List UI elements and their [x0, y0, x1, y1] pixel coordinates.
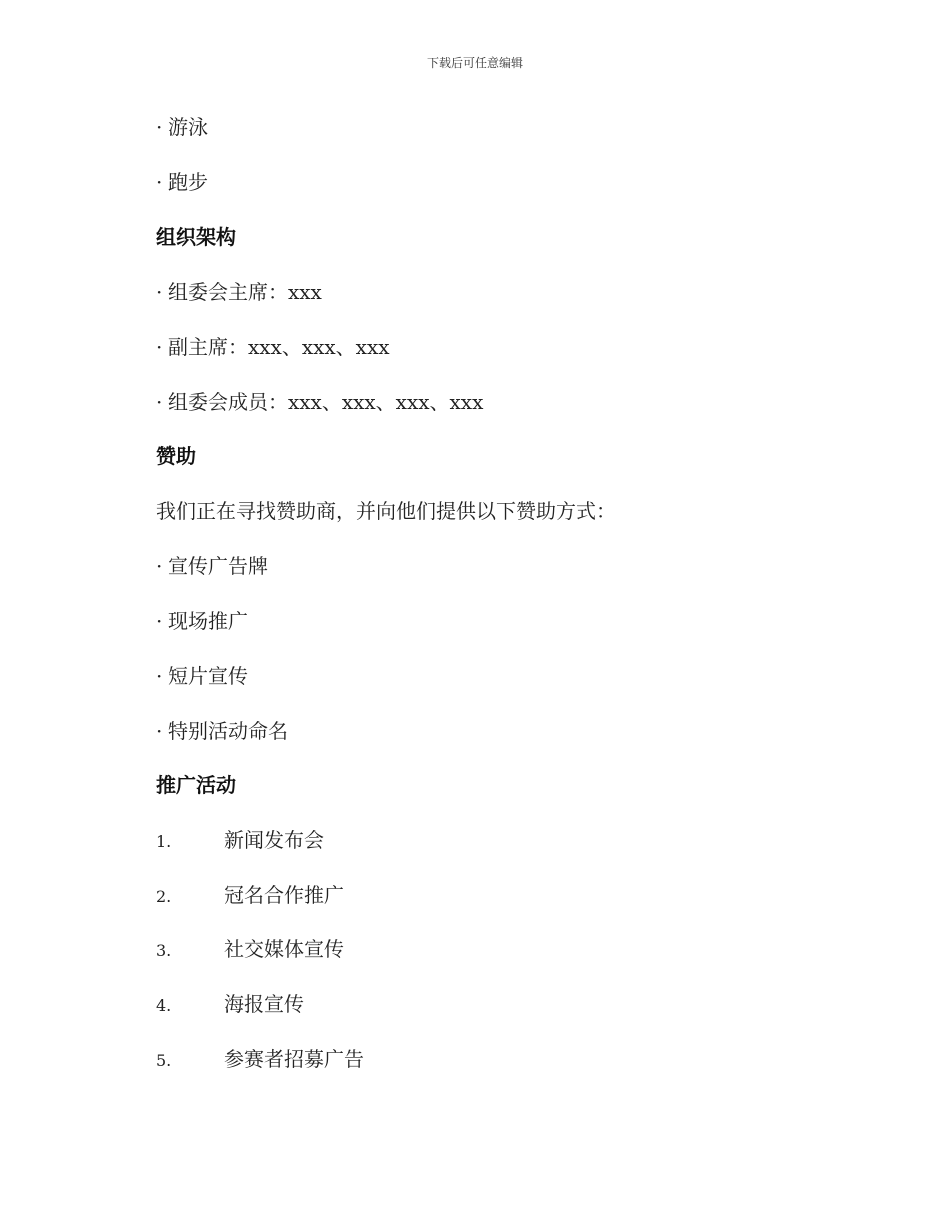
- numbered-item: [156, 935, 344, 965]
- numbered-item: [156, 990, 304, 1020]
- bullet-item: [156, 552, 268, 580]
- bullet-item: [156, 278, 322, 306]
- item-number: 5.: [156, 1051, 172, 1070]
- bullet-text: 组委会成员：xxx、xxx、xxx、xxx: [168, 390, 484, 414]
- bullet-marker: ·: [156, 664, 163, 688]
- bullet-text: 组委会主席：xxx: [168, 280, 322, 304]
- bullet-marker: ·: [156, 554, 163, 578]
- bullet-item: [156, 662, 248, 690]
- bullet-marker: ·: [156, 390, 163, 414]
- page-header-note: 下载后可任意编辑: [426, 56, 523, 70]
- bullet-marker: ·: [156, 170, 163, 194]
- bullet-item: [156, 607, 248, 635]
- bullet-text: 副主席：xxx、xxx、xxx: [168, 335, 390, 359]
- item-text: 新闻发布会: [224, 828, 324, 852]
- section-heading-org: 组织架构: [156, 225, 236, 249]
- numbered-item: [156, 826, 324, 856]
- item-text: 海报宣传: [224, 992, 304, 1016]
- bullet-marker: ·: [156, 115, 163, 139]
- bullet-text: 短片宣传: [168, 664, 248, 688]
- bullet-marker: ·: [156, 609, 163, 633]
- bullet-marker: ·: [156, 719, 163, 743]
- bullet-text: 现场推广: [168, 609, 248, 633]
- bullet-item: [156, 168, 208, 196]
- bullet-item: [156, 333, 390, 361]
- item-number: 4.: [156, 996, 172, 1015]
- section-heading-promo: 推广活动: [156, 773, 236, 797]
- bullet-item: [156, 717, 288, 745]
- bullet-text: 特别活动命名: [168, 719, 288, 743]
- item-text: 参赛者招募广告: [224, 1047, 364, 1071]
- bullet-text: 跑步: [168, 170, 208, 194]
- item-number: 3.: [156, 941, 172, 960]
- section-heading-sponsor: 赞助: [156, 444, 196, 468]
- bullet-item: [156, 113, 208, 141]
- item-number: 2.: [156, 887, 172, 906]
- item-text: 社交媒体宣传: [224, 937, 344, 961]
- bullet-text: 宣传广告牌: [168, 554, 268, 578]
- bullet-text: 游泳: [168, 115, 208, 139]
- item-text: 冠名合作推广: [224, 883, 344, 907]
- bullet-item: [156, 388, 483, 416]
- bullet-marker: ·: [156, 335, 163, 359]
- numbered-item: [156, 1045, 364, 1075]
- item-number: 1.: [156, 832, 172, 851]
- paragraph-sponsor-intro: 我们正在寻找赞助商，并向他们提供以下赞助方式：: [156, 499, 616, 523]
- numbered-item: [156, 881, 344, 911]
- bullet-marker: ·: [156, 280, 163, 304]
